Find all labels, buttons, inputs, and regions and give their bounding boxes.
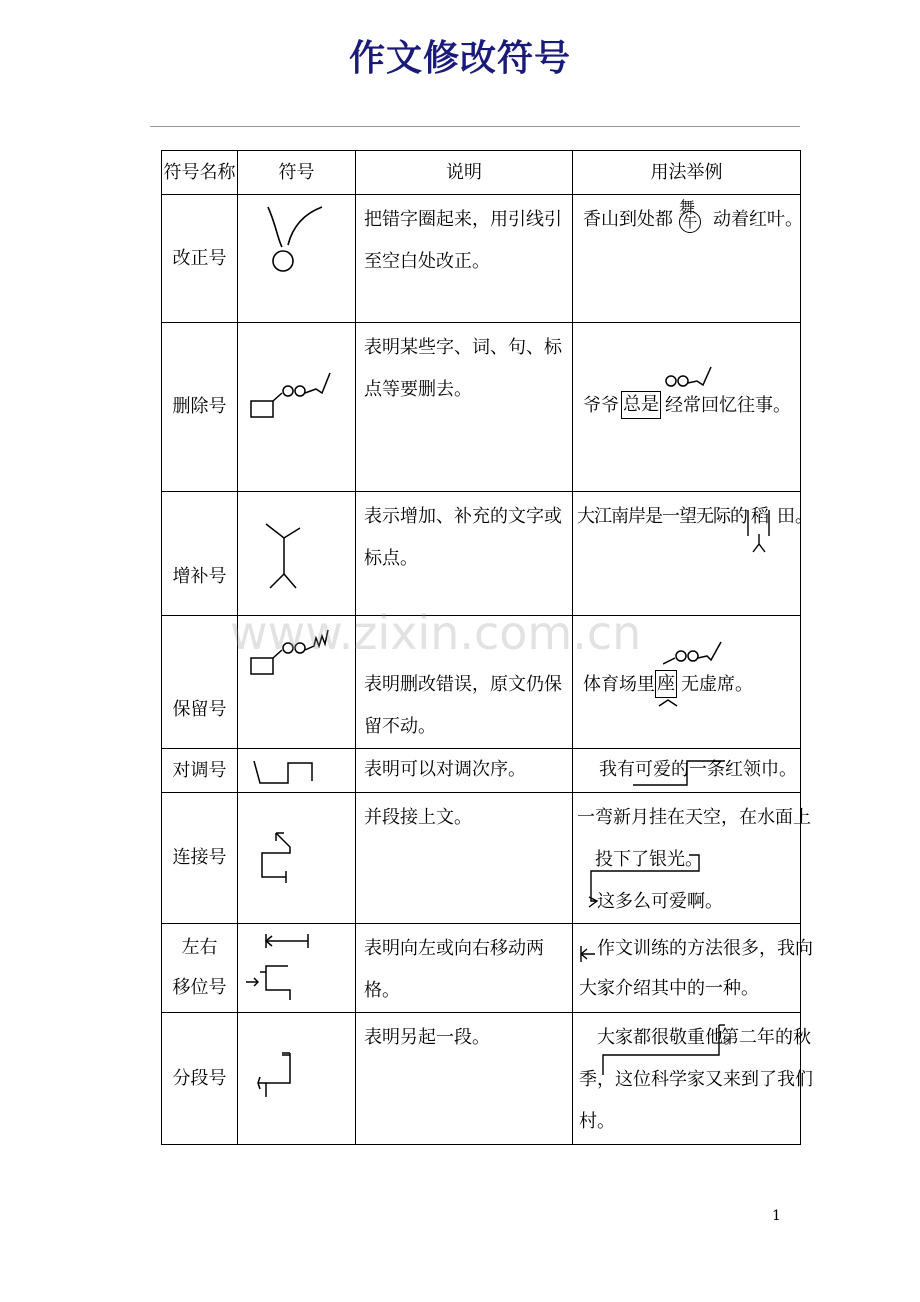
table-row — [162, 793, 801, 924]
header-desc: 说明 — [356, 151, 573, 195]
watermark: www.zixin.com.cn — [230, 606, 642, 660]
example-line-1: 作文训练的方法很多，我向 — [597, 938, 813, 959]
example-pre: 我有 — [599, 759, 635, 780]
row-name-line-2: 移位号 — [172, 977, 227, 998]
header-divider — [150, 126, 800, 127]
table-row — [162, 749, 801, 793]
row-desc: 表明向左或向右移动两格。 — [356, 924, 573, 1013]
row-name: 对调号 — [162, 749, 238, 793]
example-line-1b: 第二年的秋 — [721, 1027, 811, 1048]
row-example — [573, 1013, 813, 1145]
row-name: 增补号 — [162, 492, 238, 616]
row-desc: 表明删改错误，原文仍保留不动。 — [356, 616, 573, 749]
example-pre: 爷爷 — [583, 395, 619, 416]
row-example — [573, 323, 801, 492]
example-line-2: 大家介绍其中的一种。 — [579, 978, 759, 999]
example-line-3: 村。 — [579, 1111, 615, 1132]
example-swap-a: 可爱的 — [635, 759, 689, 780]
connection-mark-icon — [238, 793, 356, 924]
example-line-2: 投下了银光。 — [595, 849, 703, 870]
row-desc: 把错字圈起来，用引线引至空白处改正。 — [356, 195, 573, 323]
transposition-mark-icon — [238, 749, 356, 793]
row-example — [573, 793, 811, 924]
example-deleted-text: 总是 — [621, 391, 661, 419]
row-name — [162, 924, 238, 1013]
table-row — [162, 323, 801, 492]
row-name: 删除号 — [162, 323, 238, 492]
header-name: 符号名称 — [162, 151, 238, 195]
row-example — [573, 749, 801, 793]
example-retained-char: 座 — [655, 670, 677, 698]
example-wrong-char: 午 — [679, 211, 701, 233]
row-example — [573, 492, 813, 616]
paragraph-mark-icon — [238, 1013, 356, 1145]
row-name: 改正号 — [162, 195, 238, 323]
example-post: 无虚席。 — [681, 674, 753, 695]
example-swap-b: 一条 — [689, 759, 725, 780]
table-header-row — [162, 151, 801, 195]
row-desc: 表明某些字、词、句、标点等要删去。 — [356, 323, 573, 492]
row-name: 保留号 — [162, 616, 238, 749]
shift-mark-icon — [238, 924, 356, 1013]
deletion-mark-icon — [238, 323, 356, 492]
row-desc: 表示增加、补充的文字或标点。 — [356, 492, 573, 616]
row-name-line-1: 左右 — [181, 937, 218, 958]
header-example: 用法举例 — [573, 151, 801, 195]
row-name: 分段号 — [162, 1013, 238, 1145]
page-number: 1 — [772, 1208, 781, 1224]
header-symbol: 符号 — [238, 151, 356, 195]
example-post: 动着红叶。 — [713, 209, 803, 230]
table-row — [162, 1013, 801, 1145]
example-post: 田。 — [777, 506, 813, 527]
row-desc: 并段接上文。 — [356, 793, 573, 924]
row-example — [573, 195, 801, 323]
example-post: 经常回忆往事。 — [665, 395, 791, 416]
table-row — [162, 195, 801, 323]
example-pre: 体育场里 — [583, 674, 655, 695]
row-desc: 表明另起一段。 — [356, 1013, 573, 1145]
correction-mark-icon — [238, 195, 356, 323]
row-example — [573, 924, 813, 1013]
example-line-1a: 大家都很敬重他。 — [597, 1027, 741, 1048]
table-row — [162, 924, 801, 1013]
example-post: 红领巾。 — [725, 759, 797, 780]
row-desc: 表明可以对调次序。 — [356, 749, 573, 793]
example-pre: 大江南岸是一望无际的 — [577, 506, 747, 527]
page-title: 作文修改符号 — [348, 37, 571, 79]
table-row — [162, 492, 801, 616]
row-name: 连接号 — [162, 793, 238, 924]
example-inserted-char: 稻 — [751, 506, 769, 527]
example-correct-char: 舞 — [679, 198, 696, 217]
example-line-2: 季，这位科学家又来到了我们 — [579, 1069, 813, 1090]
example-line-3: 这多么可爱啊。 — [597, 891, 723, 912]
insertion-mark-icon — [238, 492, 356, 616]
example-pre: 香山到处都 — [583, 209, 673, 230]
example-line-1: 一弯新月挂在天空，在水面上 — [577, 807, 811, 828]
